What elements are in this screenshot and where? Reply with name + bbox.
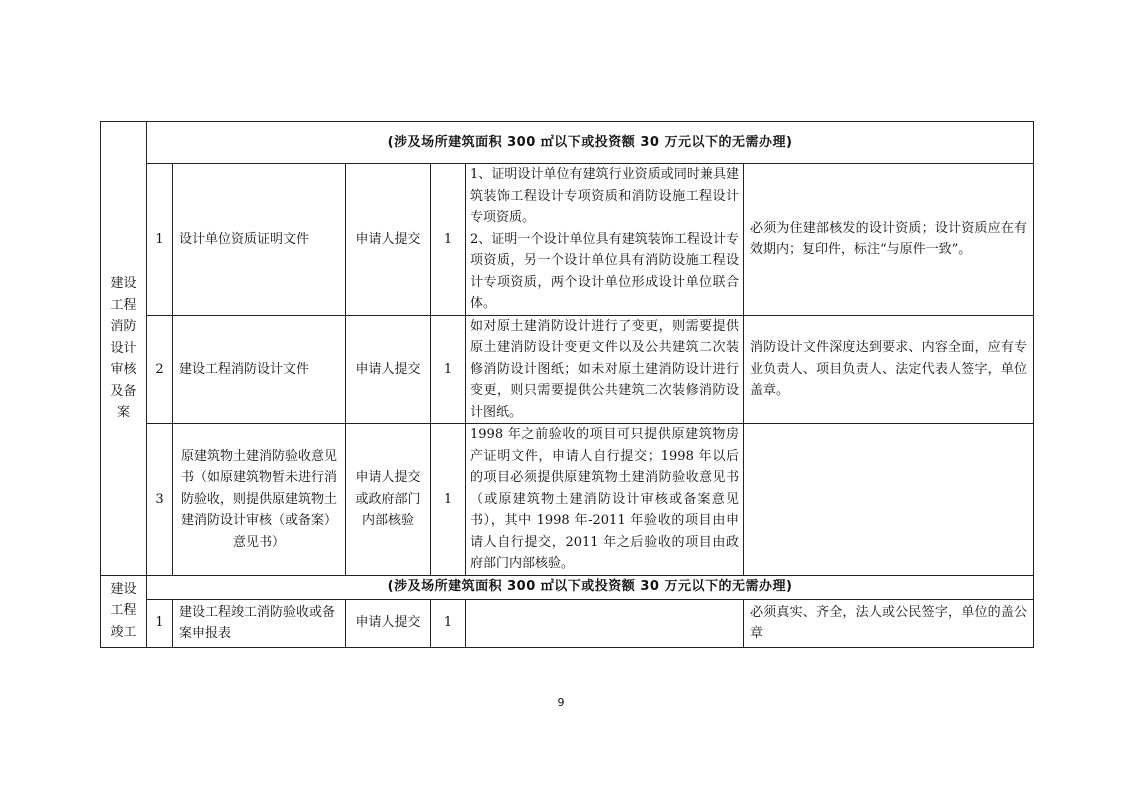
copy-count: 1 [431,424,466,576]
table-row [101,315,1034,424]
row-number: 1 [147,599,173,647]
category-cell [101,122,147,576]
requirement-text [466,164,744,316]
row-number: 3 [147,424,173,576]
material-name: 原建筑物土建消防验收意见书（如原建筑物暂未进行消防验收，则提供原建筑物土建消防设计审核（或备案）意见书） [173,424,346,576]
copy-count: 1 [431,164,466,316]
material-name: 建设工程竣工消防验收或备案申报表 [173,599,346,647]
copy-count: 1 [431,599,466,647]
exemption-note: (涉及场所建筑面积 300 ㎡以下或投资额 30 万元以下的无需办理) [147,122,1034,164]
requirement-item-2: 2、证明一个设计单位具有建筑装饰工程设计专项资质，另一个设计单位具有消防设施工程设计专项资质，两个设计单位形成设计单位联合体。 [470,231,739,311]
band-row [101,575,1034,599]
material-name: 设计单位资质证明文件 [173,164,346,316]
submission-method: 申请人提交 [346,315,431,424]
remark-text: 必须真实、齐全，法人或公民签字，单位的盖公章 [744,599,1034,647]
category-label: 建设工程竣工 [110,581,137,640]
remark-text: 消防设计文件深度达到要求、内容全面，应有专业负责人、项目负责人、法定代表人签字，单位盖章。 [744,315,1034,424]
remark-text [744,424,1034,576]
category-cell [101,575,147,647]
table-row [101,164,1034,316]
requirement-item-1: 1、证明设计单位有建筑行业资质或同时兼具建筑装饰工程设计专项资质和消防设施工程设计专项资质。 [470,167,739,225]
remark-text: 必须为住建部核发的设计资质；设计资质应在有效期内；复印件，标注“与原件一致”。 [744,164,1034,316]
copy-count: 1 [431,315,466,424]
table-row [101,599,1034,647]
material-name: 建设工程消防设计文件 [173,315,346,424]
band-row [101,122,1034,164]
submission-method: 申请人提交或政府部门内部核验 [346,424,431,576]
category-label: 建设工程消防设计审核及备案 [110,276,137,420]
submission-method: 申请人提交 [346,164,431,316]
requirement-text: 如对原土建消防设计进行了变更，则需要提供原土建消防设计变更文件以及公共建筑二次装修消防设计图纸；如未对原土建消防设计进行变更，则只需要提供公共建筑二次装修消防设计图纸。 [466,315,744,424]
submission-method: 申请人提交 [346,599,431,647]
requirement-text: 1998 年之前验收的项目可只提供原建筑物房产证明文件，申请人自行提交；1998 年以后的项目必须提供原建筑物土建消防验收意见书（或原建筑物土建消防设计审核或备案意见书），其中 1998 年-2011 年验收的项目由申请人自行提交，2011 年之后验收的项目由政府部门内部核验。 [466,424,744,576]
row-number: 1 [147,164,173,316]
materials-table [100,121,1034,648]
exemption-note: (涉及场所建筑面积 300 ㎡以下或投资额 30 万元以下的无需办理) [147,575,1034,599]
table-row [101,424,1034,576]
page-number: 9 [557,696,565,709]
requirement-text [466,599,744,647]
row-number: 2 [147,315,173,424]
